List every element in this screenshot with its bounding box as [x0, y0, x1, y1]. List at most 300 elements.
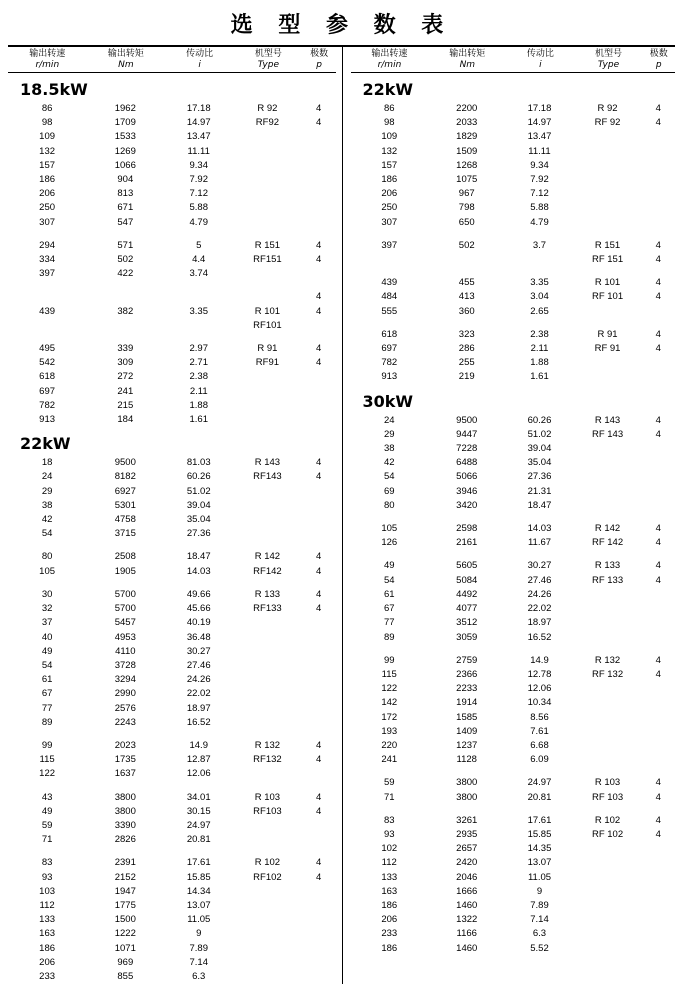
- table-cell: RF92: [255, 117, 280, 129]
- table-cell: 83: [383, 814, 395, 826]
- table-cell: 3.35: [530, 277, 549, 289]
- table-cell: 1709: [114, 117, 136, 129]
- table-cell: RF102: [253, 871, 282, 883]
- table-cell: [302, 399, 336, 413]
- table-cell: 3.74: [189, 268, 208, 280]
- table-cell: 11.05: [527, 871, 552, 883]
- table-cell: 14.9: [530, 654, 549, 666]
- table-cell: [642, 356, 675, 370]
- table-cell: [574, 588, 642, 602]
- table-cell: 7.12: [530, 188, 549, 200]
- table-cell: [233, 673, 302, 687]
- table-cell: [8, 290, 86, 304]
- header-output-speed: 输出转速 r/min: [29, 49, 66, 70]
- table-cell: 1.61: [189, 414, 208, 426]
- group-spacer: [8, 541, 336, 550]
- table-cell: [642, 130, 675, 144]
- table-cell: RF151: [253, 254, 282, 266]
- table-row: [351, 470, 676, 484]
- table-cell: R 132: [594, 654, 621, 666]
- table-cell: 250: [39, 202, 56, 214]
- table-cell: 20.81: [527, 791, 552, 803]
- table-cell: 782: [39, 399, 56, 411]
- table-cell: 2.38: [530, 328, 549, 340]
- table-cell: 967: [458, 188, 475, 200]
- table-cell: R 142: [254, 551, 281, 563]
- table-row: [351, 871, 676, 885]
- table-row: [8, 370, 336, 384]
- table-cell: 103: [39, 885, 56, 897]
- table-cell: 9.34: [530, 159, 549, 171]
- table-cell: [233, 927, 302, 941]
- table-cell: 20.81: [186, 834, 211, 846]
- table-cell: 36.48: [186, 631, 211, 643]
- table-cell: 13.07: [186, 899, 211, 911]
- table-cell: 5605: [456, 560, 478, 572]
- table-cell: 186: [381, 942, 398, 954]
- table-cell: [642, 470, 675, 484]
- table-cell: [574, 913, 642, 927]
- table-cell: RF143: [253, 471, 282, 483]
- table-cell: 38: [383, 443, 395, 455]
- table-cell: 4: [315, 857, 322, 869]
- table-cell: 86: [383, 103, 395, 114]
- table-cell: 24.97: [527, 777, 552, 789]
- table-row: [8, 819, 336, 833]
- section-title: 22kW: [20, 434, 71, 454]
- table-cell: 163: [381, 885, 398, 897]
- table-cell: 233: [381, 928, 398, 940]
- table-cell: [233, 659, 302, 673]
- table-row: [8, 942, 336, 956]
- table-cell: 3261: [456, 814, 478, 826]
- table-cell: [642, 602, 675, 616]
- table-cell: 250: [381, 202, 398, 214]
- table-cell: 24: [41, 471, 53, 483]
- table-cell: 24.26: [186, 674, 211, 686]
- table-cell: 172: [381, 711, 398, 723]
- header-output-torque: 输出转矩 Nm: [107, 49, 144, 70]
- table-row: [351, 842, 676, 856]
- table-cell: R 133: [254, 588, 281, 600]
- table-cell: 4: [655, 828, 661, 840]
- table-cell: 4: [655, 777, 661, 789]
- table-cell: [164, 319, 233, 333]
- table-cell: [233, 173, 302, 187]
- table-row: [351, 239, 676, 253]
- table-cell: [233, 970, 302, 984]
- table-cell: [302, 645, 336, 659]
- two-column-body: [8, 47, 675, 984]
- table-cell: 904: [117, 174, 134, 186]
- table-cell: [351, 253, 428, 267]
- table-cell: R 91: [257, 343, 278, 355]
- table-cell: R 91: [597, 328, 618, 340]
- table-cell: 455: [458, 277, 475, 289]
- table-row: [351, 631, 676, 645]
- table-row: [351, 187, 676, 201]
- table-cell: 1509: [456, 145, 478, 157]
- header-output-speed: 输出转速 r/min: [371, 49, 408, 70]
- table-row: [351, 253, 676, 267]
- table-cell: 11.11: [187, 145, 210, 157]
- table-cell: R 143: [254, 457, 281, 469]
- table-cell: 9500: [114, 457, 136, 469]
- table-cell: [642, 588, 675, 602]
- table-cell: R 92: [597, 103, 618, 114]
- table-cell: [642, 370, 675, 384]
- table-cell: 4: [655, 428, 661, 440]
- table-row: [8, 871, 336, 885]
- table-cell: 4: [655, 560, 661, 572]
- table-cell: 60.26: [186, 471, 211, 483]
- table-cell: [233, 956, 302, 970]
- right-column: [342, 47, 676, 984]
- table-cell: [642, 485, 675, 499]
- table-cell: 122: [39, 768, 56, 780]
- table-cell: 206: [39, 956, 56, 968]
- table-cell: 18.97: [186, 702, 211, 714]
- table-cell: 14.97: [527, 117, 552, 129]
- table-row: [351, 328, 676, 342]
- table-cell: 413: [458, 291, 475, 303]
- table-cell: 5700: [114, 603, 136, 615]
- group-spacer: [8, 782, 336, 791]
- table-cell: 813: [117, 188, 134, 200]
- table-cell: 4: [655, 654, 661, 666]
- table-cell: 6927: [114, 485, 136, 497]
- table-cell: [302, 130, 336, 144]
- spec-table: [351, 414, 676, 956]
- table-cell: 3800: [456, 777, 478, 789]
- table-cell: [574, 456, 642, 470]
- table-cell: 163: [39, 928, 56, 940]
- table-cell: [233, 616, 302, 630]
- table-cell: 24: [383, 414, 395, 426]
- table-cell: 2366: [456, 668, 478, 680]
- table-cell: 555: [381, 305, 398, 317]
- table-row: [351, 739, 676, 753]
- table-cell: 54: [41, 528, 53, 540]
- table-cell: 219: [458, 371, 475, 383]
- table-cell: 9: [536, 885, 543, 897]
- table-cell: 1962: [114, 103, 136, 114]
- table-cell: [164, 290, 233, 304]
- table-cell: 272: [117, 371, 134, 383]
- table-cell: R 101: [594, 277, 621, 289]
- table-cell: 4: [655, 254, 661, 266]
- table-cell: 618: [381, 328, 398, 340]
- table-cell: [302, 499, 336, 513]
- table-cell: [233, 913, 302, 927]
- table-row: [351, 885, 676, 899]
- table-row: [351, 711, 676, 725]
- table-cell: [302, 187, 336, 201]
- table-row: [8, 290, 336, 304]
- table-cell: 3728: [114, 659, 136, 671]
- table-cell: 618: [39, 371, 56, 383]
- table-cell: [642, 753, 675, 767]
- table-row: [351, 159, 676, 173]
- table-cell: 30.27: [527, 560, 552, 572]
- table-cell: 782: [381, 357, 398, 369]
- table-cell: [574, 899, 642, 913]
- table-cell: 215: [117, 399, 134, 411]
- table-cell: [302, 702, 336, 716]
- table-cell: [642, 499, 675, 513]
- group-spacer: [351, 267, 676, 276]
- table-cell: 2391: [114, 857, 136, 869]
- table-cell: RF 91: [594, 343, 621, 355]
- table-row: [351, 828, 676, 842]
- table-cell: 3715: [114, 528, 136, 540]
- table-cell: [642, 913, 675, 927]
- table-cell: [302, 687, 336, 701]
- table-row: [8, 588, 336, 602]
- table-cell: 40: [41, 631, 53, 643]
- table-cell: 59: [383, 777, 395, 789]
- table-cell: [428, 253, 505, 267]
- table-row: [8, 305, 336, 319]
- table-cell: [302, 942, 336, 956]
- table-cell: 4: [655, 414, 661, 426]
- table-row: [351, 442, 676, 456]
- table-row: [351, 456, 676, 470]
- table-cell: 18.47: [186, 551, 211, 563]
- table-row: [351, 305, 676, 319]
- table-cell: 133: [381, 871, 398, 883]
- table-cell: 1.88: [189, 399, 208, 411]
- table-cell: 7.89: [189, 942, 208, 954]
- table-cell: 2200: [456, 103, 478, 114]
- table-cell: 61: [383, 588, 395, 600]
- table-cell: 80: [383, 499, 395, 511]
- table-cell: [302, 385, 336, 399]
- table-cell: [642, 856, 675, 870]
- table-cell: 3946: [456, 485, 478, 497]
- table-cell: 9: [196, 928, 202, 940]
- table-row: [8, 527, 336, 541]
- table-row: [8, 833, 336, 847]
- table-cell: 2759: [456, 654, 478, 666]
- table-cell: 5.88: [530, 202, 549, 214]
- table-cell: [302, 913, 336, 927]
- table-cell: 186: [39, 174, 56, 186]
- table-cell: 18.97: [527, 617, 552, 629]
- group-spacer: [351, 230, 676, 239]
- table-cell: 7.14: [189, 956, 208, 968]
- table-cell: [233, 833, 302, 847]
- table-cell: 2.65: [530, 305, 549, 317]
- table-cell: 54: [383, 471, 395, 483]
- table-cell: R 133: [594, 560, 621, 572]
- table-cell: [302, 201, 336, 215]
- table-cell: [233, 130, 302, 144]
- table-cell: 98: [383, 117, 395, 129]
- group-spacer: [351, 550, 676, 559]
- table-cell: 495: [39, 343, 56, 355]
- table-cell: 5457: [114, 617, 136, 629]
- table-cell: 855: [117, 970, 134, 982]
- table-row: [351, 913, 676, 927]
- table-cell: [86, 290, 164, 304]
- table-row: [351, 791, 676, 805]
- table-cell: [302, 616, 336, 630]
- left-sections: [8, 73, 336, 984]
- section-title: 18.5kW: [20, 80, 88, 99]
- table-row: [351, 753, 676, 767]
- table-cell: 132: [39, 145, 56, 157]
- table-cell: [233, 399, 302, 413]
- table-row: [8, 805, 336, 819]
- table-cell: 1829: [456, 131, 478, 143]
- table-cell: [233, 767, 302, 781]
- table-row: [8, 342, 336, 356]
- table-cell: [574, 927, 642, 941]
- table-cell: 2.71: [189, 357, 208, 369]
- table-cell: 9500: [456, 414, 478, 426]
- table-cell: R 101: [254, 305, 281, 317]
- section-title: 30kW: [362, 391, 414, 411]
- table-cell: 3294: [114, 674, 136, 686]
- table-cell: 484: [381, 291, 398, 303]
- table-cell: 35.04: [527, 457, 552, 469]
- table-row: [8, 513, 336, 527]
- table-cell: 49: [41, 805, 53, 817]
- spec-table: [8, 102, 336, 427]
- table-cell: [302, 267, 336, 281]
- table-cell: 61: [41, 674, 53, 686]
- table-cell: 2152: [114, 871, 136, 883]
- table-cell: RF 133: [591, 574, 624, 586]
- table-cell: 14.97: [186, 117, 211, 129]
- header-poles: 极数 p: [649, 49, 668, 70]
- table-cell: 80: [41, 551, 53, 563]
- table-cell: 13.47: [527, 131, 552, 143]
- table-cell: 30.15: [186, 805, 211, 817]
- table-cell: [302, 927, 336, 941]
- table-cell: [302, 659, 336, 673]
- table-cell: 99: [41, 739, 53, 751]
- table-cell: 1585: [456, 711, 478, 723]
- table-cell: 93: [383, 828, 395, 840]
- table-row: [8, 659, 336, 673]
- table-cell: 7.14: [530, 914, 549, 926]
- table-cell: 1947: [114, 885, 136, 897]
- table-row: [8, 927, 336, 941]
- table-row: [8, 385, 336, 399]
- table-cell: 3800: [114, 791, 136, 803]
- table-row: [351, 927, 676, 941]
- table-cell: 17.61: [186, 857, 211, 869]
- table-cell: 2233: [456, 683, 478, 695]
- table-cell: 16.52: [527, 631, 552, 643]
- table-cell: 671: [117, 202, 134, 214]
- table-row: [8, 739, 336, 753]
- table-cell: 4758: [114, 514, 136, 526]
- table-cell: 115: [381, 668, 397, 680]
- table-cell: 323: [458, 328, 475, 340]
- table-cell: 339: [117, 343, 134, 355]
- table-row: [8, 856, 336, 870]
- table-cell: 1775: [114, 899, 136, 911]
- table-cell: 14.35: [527, 843, 552, 855]
- table-cell: [302, 833, 336, 847]
- table-cell: RF 101: [591, 291, 624, 303]
- table-row: [8, 885, 336, 899]
- table-cell: 3.7: [532, 239, 547, 251]
- table-cell: 40.19: [186, 617, 211, 629]
- table-cell: [642, 711, 675, 725]
- table-cell: 650: [458, 216, 475, 228]
- table-cell: 4: [315, 343, 322, 355]
- table-row: [8, 602, 336, 616]
- table-cell: [302, 767, 336, 781]
- table-cell: [233, 145, 302, 159]
- table-cell: 38: [41, 499, 53, 511]
- table-cell: 69: [383, 485, 395, 497]
- table-row: [8, 159, 336, 173]
- table-cell: [233, 267, 302, 281]
- table-cell: 5084: [456, 574, 478, 586]
- table-cell: 206: [39, 188, 56, 200]
- table-cell: 697: [39, 385, 56, 397]
- table-row: [8, 187, 336, 201]
- table-row: [351, 116, 676, 130]
- table-cell: [642, 216, 675, 230]
- table-cell: 4: [315, 805, 322, 817]
- group-spacer: [8, 333, 336, 342]
- table-cell: 2161: [456, 537, 478, 549]
- table-cell: 186: [381, 174, 398, 186]
- table-cell: [302, 319, 336, 333]
- table-cell: 7.92: [530, 174, 549, 186]
- table-cell: [642, 682, 675, 696]
- table-row: [8, 970, 336, 984]
- table-cell: 17.61: [527, 814, 552, 826]
- table-row: [8, 485, 336, 499]
- table-cell: 12.06: [186, 768, 211, 780]
- header-poles: 极数 p: [310, 49, 329, 70]
- table-cell: [574, 711, 642, 725]
- table-cell: [574, 725, 642, 739]
- table-cell: 3390: [114, 819, 136, 831]
- table-cell: 15.85: [186, 871, 211, 883]
- table-cell: 2.38: [189, 371, 208, 383]
- table-cell: 1166: [456, 928, 477, 940]
- table-cell: 382: [117, 305, 134, 317]
- table-cell: 59: [41, 819, 53, 831]
- table-cell: 4: [655, 574, 661, 586]
- table-cell: 93: [41, 871, 53, 883]
- table-row: [8, 456, 336, 470]
- table-cell: [574, 631, 642, 645]
- table-cell: 439: [39, 305, 56, 317]
- table-cell: RF 143: [591, 428, 624, 440]
- table-row: [351, 102, 676, 116]
- table-cell: RF133: [253, 603, 282, 615]
- table-row: [8, 201, 336, 215]
- table-cell: 1500: [114, 914, 136, 926]
- table-cell: 4: [655, 814, 661, 826]
- table-row: [351, 428, 676, 442]
- table-cell: 4: [315, 457, 322, 469]
- table-cell: 4: [315, 588, 322, 600]
- table-cell: 4.4: [192, 254, 206, 266]
- table-cell: [574, 616, 642, 630]
- table-cell: [642, 456, 675, 470]
- table-row: [8, 899, 336, 913]
